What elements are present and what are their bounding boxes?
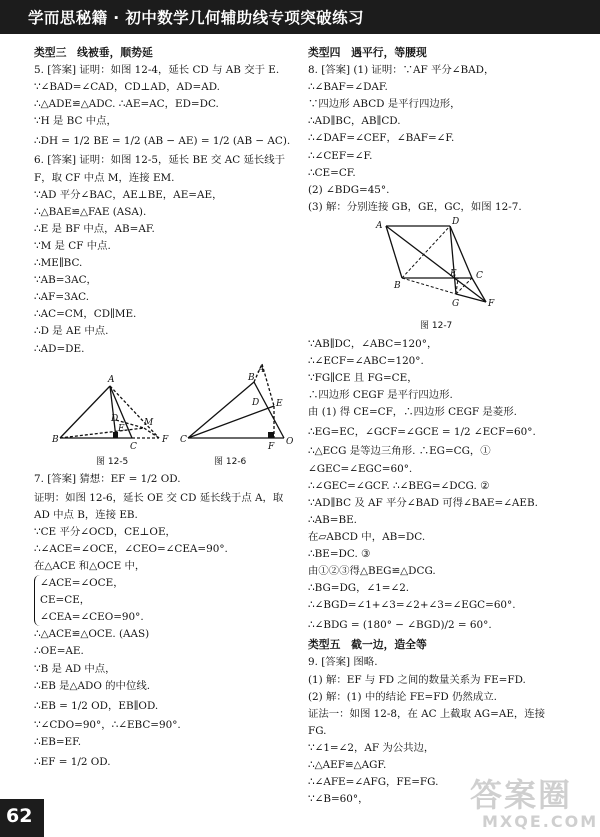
figure-12-7-diagram [308, 216, 594, 320]
q6-line: ∴E 是 BF 中点，AB=AF. [34, 222, 155, 235]
svg-text:F: F [268, 441, 275, 452]
q7-line: ∵∠CDO=90°，∴∠EBC=90°. [34, 718, 181, 731]
q8b-line: 在▱ABCD 中，AB=DC. [308, 530, 426, 543]
svg-text:B: B [394, 280, 401, 291]
svg-text:C: C [180, 434, 187, 445]
q6-line: ∴D 是 AE 中点. [34, 325, 109, 338]
svg-text:E: E [118, 423, 125, 434]
q8b-line: ∴∠ECF=∠ABC=120°. [308, 355, 424, 368]
watermark-text: 答案圈 [470, 776, 573, 814]
question-8-continued [308, 336, 594, 636]
svg-text:F: F [162, 434, 169, 445]
q7-line: ∴△ACE≌△OCE. (AAS) [34, 628, 150, 641]
svg-text:C: C [476, 270, 483, 281]
page-number: 62 [6, 805, 33, 827]
q6-line: ∴ME∥BC. [34, 257, 83, 270]
q8b-line: ∵FG∥CE 且 FG=CE， [308, 372, 418, 385]
q8-line: (3) 解：分别连接 GB，GE，GC，如图 12-7. [308, 200, 522, 213]
q8-line: ∵四边形 ABCD 是平行四边形， [308, 98, 461, 111]
figure-12-5-caption: 图 12-5 [96, 456, 129, 467]
header-title: 学而思秘籍 · 初中数学几何辅助线专项突破练习 [28, 9, 364, 27]
q7-line: ∴OE=AE. [34, 645, 84, 658]
q8-line: (2) ∠BDG=45°. [308, 183, 390, 196]
q9-line: (1) 解：EF 与 FD 之间的数量关系为 FE=FD. [308, 673, 526, 686]
q8-line: 8. [答案] (1) 证明：∵AF 平分∠BAD， [308, 64, 495, 77]
q7-line: ∴EB 是△ADO 的中位线. [34, 679, 151, 692]
svg-text:G: G [452, 298, 460, 309]
q7-line: 7. [答案] 猜想：EF = 1/2 OD. [34, 472, 181, 485]
svg-text:D: D [252, 397, 260, 408]
q6-line: F，取 CF 中点 M，连接 EM. [34, 171, 175, 184]
question-6 [34, 152, 298, 357]
q9-line: (2) 解：(1) 中的结论 FE=FD 仍然成立. [308, 690, 497, 703]
svg-text:E: E [276, 398, 283, 409]
q6-line: ∴AC=CM，CD∥ME. [34, 308, 137, 321]
svg-text:E: E [450, 268, 457, 279]
q8b-line: ∴△ECG 是等边三角形. ∴EG=CG，① [308, 445, 491, 458]
q8-line: ∴∠DAF=∠CEF，∠BAF=∠F. [308, 132, 455, 145]
q8b-line: ∴AB=BE. [308, 513, 357, 526]
q6-line: ∴△BAE≌△FAE (ASA). [34, 205, 147, 218]
q7-line: AD 中点 B，连接 EB. [34, 508, 138, 521]
q7-line: CE=CE， [40, 594, 91, 607]
q7-line: ∵B 是 AD 中点， [34, 662, 116, 675]
q8b-line: ∠GEC=∠EGC=60°. [308, 462, 413, 475]
figure-12-6-caption: 图 12-6 [214, 456, 247, 467]
svg-text:C: C [130, 441, 137, 452]
q8b-line: 由①②③得△BEG≌△DCG. [308, 565, 436, 578]
q7-line: ∴EF = 1/2 OD. [34, 755, 111, 768]
section-heading-type3: 类型三 线被垂，顺势延 [34, 46, 153, 59]
q8b-line: ∴∠GEC=∠GCF. ∴∠BEG=∠DCG. ② [308, 479, 490, 492]
q5-line: 5. [答案] 证明：如图 12-4，延长 CD 与 AB 交于 E. [34, 64, 280, 77]
q8b-line: ∴BG=DG，∠1=∠2. [308, 582, 410, 595]
q7-line: 在△ACE 和△OCE 中， [34, 559, 146, 572]
q5-line: ∵∠BAD=∠CAD，CD⊥AD，AD=AD. [34, 81, 220, 94]
q8b-line: ∵AB∥DC，∠ABC=120°， [308, 337, 438, 350]
q8-line: ∴CE=CF. [308, 166, 356, 179]
q6-line: ∵AB=3AC， [34, 274, 97, 287]
section-heading-type4: 类型四 遇平行，等腰现 [308, 46, 427, 59]
q7-line: 证明：如图 12-6，延长 OE 交 CD 延长线于点 A，取 [34, 491, 284, 504]
watermark-logo [470, 770, 600, 837]
q5-line: ∴△ADE≌△ADC. ∴AE=AC，ED=DC. [34, 98, 219, 111]
question-5 [34, 62, 298, 152]
q7-line: ∵CE 平分∠OCD，CE⊥OE， [34, 525, 176, 538]
svg-text:B: B [52, 434, 59, 445]
q8b-line: ∵AD∥BC 及 AF 平分∠BAD 可得∠BAE=∠AEB. [308, 496, 538, 509]
q7-line: ∴EB = 1/2 OD，EB∥OD. [34, 699, 159, 712]
q6-line: 6. [答案] 证明：如图 12-5，延长 BE 交 AC 延长线于 [34, 154, 286, 167]
watermark-url: MXQE.COM [482, 812, 599, 831]
q6-line: ∵AD 平分∠BAC，AE⊥BE，AE=AE， [34, 188, 223, 201]
figure-12-7 [308, 216, 594, 336]
q8b-line: ∴EG=EC，∠GCF=∠GCE = 1/2 ∠ECF=60°. [308, 426, 536, 439]
q8b-line: ∴四边形 CEGF 是平行四边形. [308, 389, 453, 402]
svg-text:A: A [376, 220, 383, 231]
figures-12-5-12-6 [34, 358, 298, 468]
svg-text:A: A [108, 374, 115, 385]
section-heading-type5: 类型五 截一边，造全等 [308, 638, 427, 652]
q7-line: ∠ACE=∠OCE， [40, 577, 124, 590]
figure-12-5-diagram [34, 358, 298, 468]
q5-line: ∴DH = 1/2 BE = 1/2 (AB − AE) = 1/2 (AB − AC). [34, 135, 291, 148]
svg-text:D: D [111, 413, 119, 424]
q7-line: ∴∠ACE=∠OCE，∠CEO=∠CEA=90°. [34, 542, 228, 555]
svg-text:A: A [258, 364, 265, 375]
question-7 [34, 468, 298, 773]
svg-text:F: F [488, 298, 495, 309]
q9-line: FG. [308, 724, 327, 737]
svg-text:D: D [452, 216, 460, 227]
q8-line: ∴AD∥BC，AB∥CD. [308, 115, 401, 128]
q8b-line: ∴∠BDG = (180° − ∠BGD)/2 = 60°. [308, 619, 492, 632]
q7-brace-group [34, 575, 298, 626]
header-bar [0, 0, 600, 34]
q5-line: ∵H 是 BC 中点， [34, 115, 117, 128]
svg-text:B: B [248, 372, 255, 383]
q8b-line: ∴BE=DC. ③ [308, 547, 371, 560]
figure-12-7-caption: 图 12-7 [420, 320, 453, 331]
page-number-box [0, 799, 44, 837]
q6-line: ∴AF=3AC. [34, 291, 90, 304]
q8-line: ∴∠BAF=∠DAF. [308, 81, 388, 94]
left-column [34, 44, 298, 773]
q9-line: ∵∠1=∠2，AF 为公共边， [308, 741, 435, 754]
q6-line: ∵M 是 CF 中点. [34, 239, 111, 252]
q9-line: ∴∠AFE=∠AFG，FE=FG. [308, 776, 439, 789]
svg-text:O: O [286, 436, 294, 447]
q9-line: 证法一：如图 12-8，在 AC 上截取 AG=AE，连接 [308, 707, 546, 720]
q9-line: 9. [答案] 图略. [308, 656, 378, 669]
q8-line: ∴∠CEF=∠F. [308, 149, 373, 162]
q6-line: ∴AD=DE. [34, 342, 85, 355]
q7-line: ∠CEA=∠CEO=90°. [40, 611, 144, 624]
q9-line: ∵∠B=60°， [308, 793, 369, 806]
q7-line: ∴EB=EF. [34, 735, 82, 748]
question-8 [308, 62, 594, 216]
svg-text:M: M [144, 417, 154, 428]
q8b-line: 由 (1) 得 CE=CF，∴四边形 CEGF 是菱形. [308, 406, 517, 419]
q8b-line: ∴∠BGD=∠1+∠3=∠2+∠3=∠EGC=60°. [308, 599, 516, 612]
right-column [308, 44, 594, 808]
q9-line: ∴△AEF≌△AGF. [308, 759, 387, 771]
